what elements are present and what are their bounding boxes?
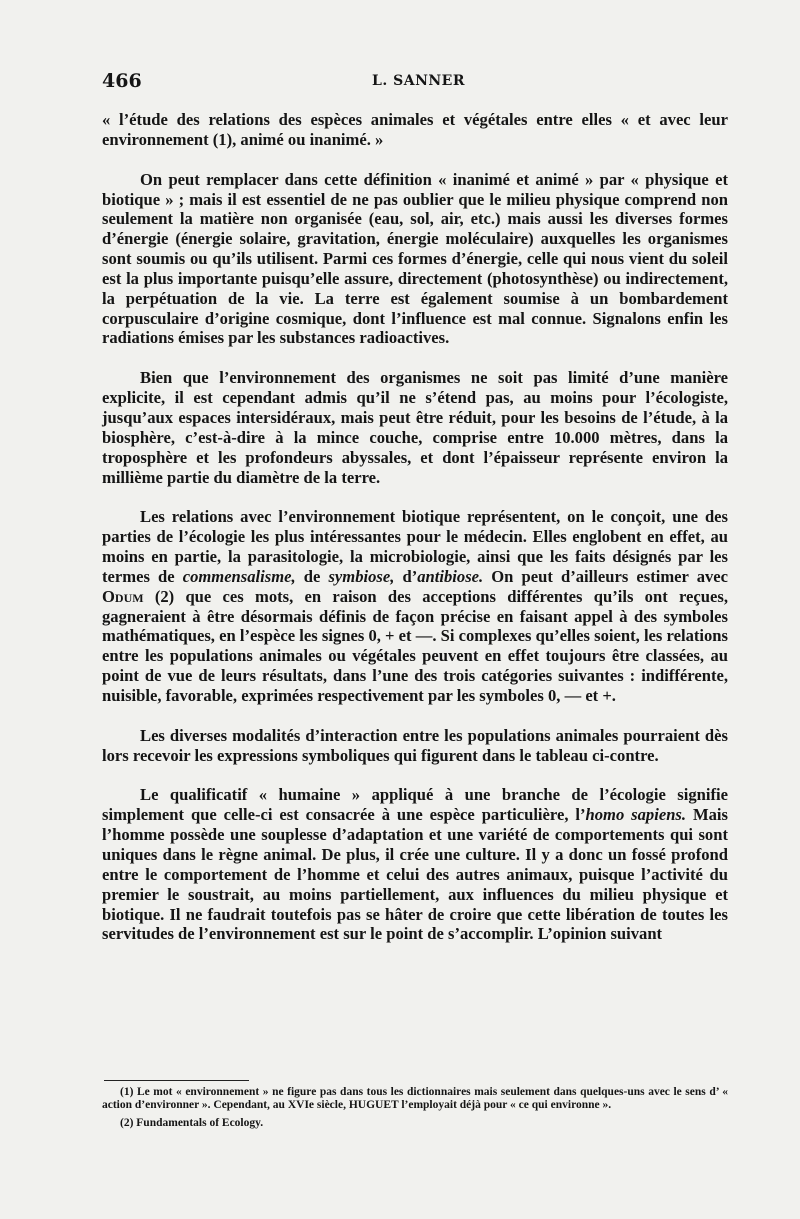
paragraph — [102, 110, 728, 150]
paragraph — [102, 368, 728, 487]
footnotes — [102, 1086, 728, 1135]
text-run: Bien que l’environnement des organismes ne soit pas limité d’une manière explicite, il est cependant admis qu’il ne s’étend pas, au moins pour l’écologiste, jusqu’aux espaces intersidéraux, mais peut être réduit, pour les besoins de l’étude, à la biosphère, c’est-à-dire à la mince couche, comprise entre 10.000 mètres, dans la troposphère et les profondeurs abyssales, et dont l’épaisseur représente environ la millième partie du diamètre de la terre. — [102, 368, 728, 487]
footnote-divider — [104, 1080, 249, 1081]
footnote: (2) Fundamentals of Ecology. — [120, 1117, 264, 1129]
italic-term: antibiose. — [417, 566, 484, 586]
body-text — [102, 110, 728, 964]
author-name: Odum — [102, 586, 144, 606]
page-number: 466 — [102, 70, 142, 92]
italic-term: homo sapiens. — [585, 805, 687, 825]
page-header — [102, 70, 728, 94]
running-head: L. SANNER — [372, 73, 465, 89]
italic-term: symbiose, — [328, 566, 395, 586]
text-run: de — [295, 566, 329, 586]
paragraph — [102, 170, 728, 349]
text-run: Les diverses modalités d’interaction entre les populations animales pourraient dès lors recevoir les expressions symboliques qui figurent dans le tableau ci-contre. — [102, 725, 728, 765]
text-run: Mais l’homme possède une souplesse d’adaptation et une variété de comportements qui sont uniques dans le règne animal. De plus, il crée une culture. Il y a donc un fossé profond entre le comportement de l’homme et celui des autres animaux, puisque l’activité du premier le soustrait, au moins partiellement, aux influences du milieu physique et biotique. Il ne faudrait toutefois pas se hâter de croire que cette libération de toutes les servitudes de l’environnement est sur le point de s’accomplir. L’opinion suivant — [102, 805, 728, 944]
paragraph — [102, 785, 728, 944]
text-run: Le qualificatif « humaine » appliqué à une branche de l’écologie signifie simplement que celle-ci est consacrée à une espèce particulière, l’ — [102, 785, 728, 825]
paragraph — [102, 726, 728, 766]
text-run: « l’étude des relations des espèces animales et végétales entre elles « et avec leur environnement (1), animé ou inanimé. » — [102, 110, 728, 149]
text-run: On peut d’ailleurs estimer avec — [483, 566, 729, 586]
text-run: Les relations avec l’environnement biotique représentent, on le conçoit, une des parties de l’écologie les plus intéressantes pour le médecin. Elles englobent en effet, au moins en partie, la parasitologie, la microbiologie, ainsi que les faits désignés par les termes de — [102, 507, 728, 586]
text-run: On peut remplacer dans cette définition « inanimé et animé » par « physique et biotique » ; mais il est essentiel de ne pas oublier que le milieu physique comprend non seulement la matière non organisée (eau, sol, air, etc.) mais aussi les diverses formes d’énergie (énergie solaire, gravitation, énergie moléculaire) auxquelles les organismes sont soumis ou qu’ils utilisent. Parmi ces formes d’énergie, celle qui nous vient du soleil est la plus importante puisqu’elle assure, directement (photosynthèse) ou indirectement, la perpétuation de la vie. La terre est également soumise à un bombardement corpusculaire d’origine cosmique, dont l’influence est mal connue. Signalons enfin les radiations émises par les substances radioactives. — [102, 169, 728, 348]
paragraph — [102, 507, 728, 705]
footnote: (1) Le mot « environnement » ne figure pas dans tous les dictionnaires mais seulement dans quelques-uns avec le sens d’ « action d’environner ». Cependant, au XVIe siècle, HUGUET l’employait déjà pour « ce qui environne ». — [102, 1086, 728, 1111]
text-run: (2) que ces mots, en raison des acceptions différentes qu’ils ont reçues, gagneraient à être désormais définis de façon précise en faisant appel à des symboles mathématiques, en l’espèce les signes 0, + et —. Si complexes qu’elles soient, les relations entre les populations animales ou végétales peuvent en effet toujours être classées, au point de vue de leurs résultats, dans l’une des trois catégories suivantes : indifférente, nuisible, favorable, exprimées respectivement par les symboles 0, — et +. — [102, 586, 728, 705]
text-run: d’ — [394, 566, 418, 586]
italic-term: commensalisme, — [182, 566, 296, 586]
